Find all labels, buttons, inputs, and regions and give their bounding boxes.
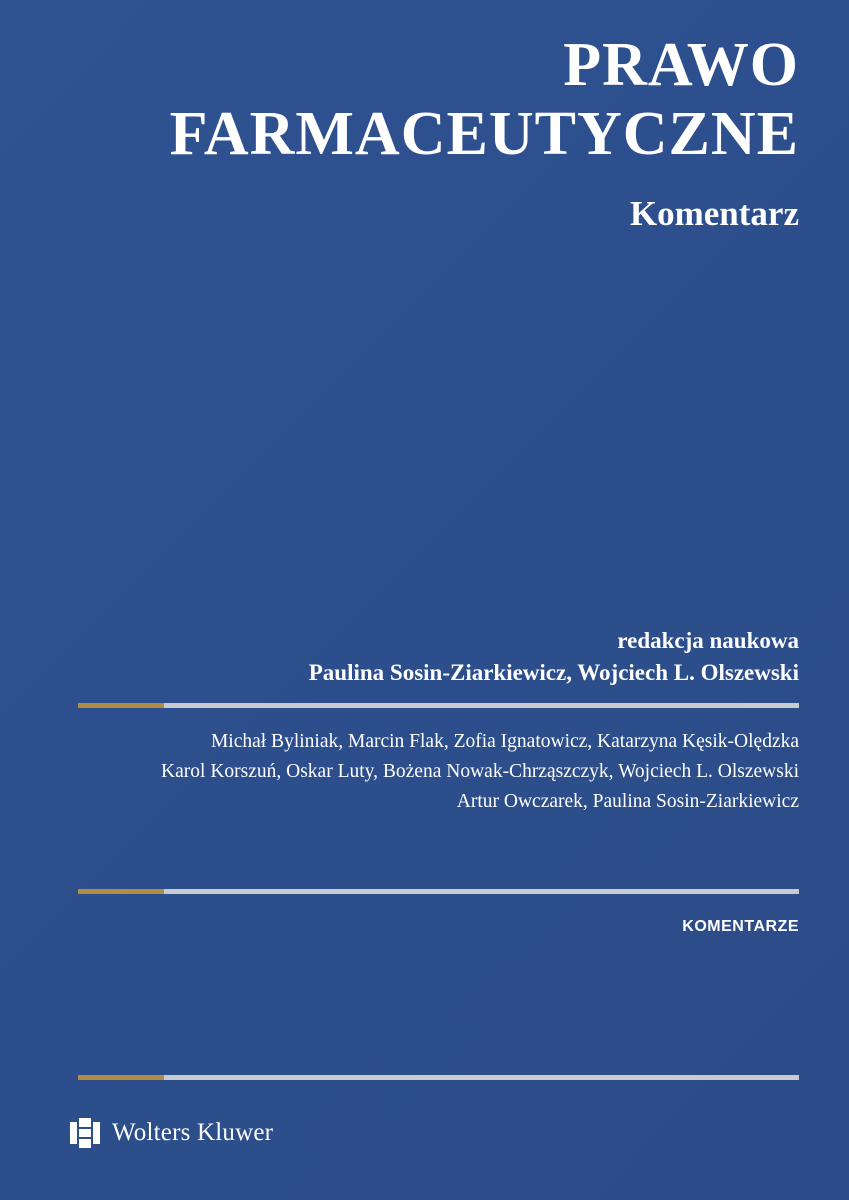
book-title-line-2: FARMACEUTYCZNE xyxy=(169,100,799,169)
book-title-line-1: PRAWO xyxy=(563,31,799,99)
divider-rule-top xyxy=(78,703,799,708)
divider-rule-bottom xyxy=(78,1075,799,1080)
authors-line: Karol Korszuń, Oskar Luty, Bożena Nowak-Chrząszczyk, Wojciech L. Olszewski xyxy=(161,761,799,783)
series-label: KOMENTARZE xyxy=(682,918,799,935)
divider-silver-segment xyxy=(164,1075,799,1080)
publisher-logo xyxy=(70,1118,273,1148)
authors-list xyxy=(60,727,799,818)
publisher-name: Wolters Kluwer xyxy=(112,1119,274,1146)
divider-silver-segment xyxy=(164,889,799,894)
editors-names: Paulina Sosin-Ziarkiewicz, Wojciech L. Olszewski xyxy=(308,660,799,685)
wolters-kluwer-logo-icon xyxy=(70,1118,100,1148)
divider-gold-segment xyxy=(78,889,164,894)
divider-gold-segment xyxy=(78,703,164,708)
divider-silver-segment xyxy=(164,703,799,708)
editors-label: redakcja naukowa xyxy=(617,628,799,653)
authors-line: Michał Byliniak, Marcin Flak, Zofia Ignatowicz, Katarzyna Kęsik-Olędzka xyxy=(210,731,799,752)
title-block xyxy=(60,31,799,234)
divider-rule-middle xyxy=(78,889,799,894)
editors-block xyxy=(60,628,799,686)
book-subtitle: Komentarz xyxy=(629,194,799,234)
divider-gold-segment xyxy=(78,1075,164,1080)
authors-line: Artur Owczarek, Paulina Sosin-Ziarkiewicz xyxy=(456,791,799,813)
